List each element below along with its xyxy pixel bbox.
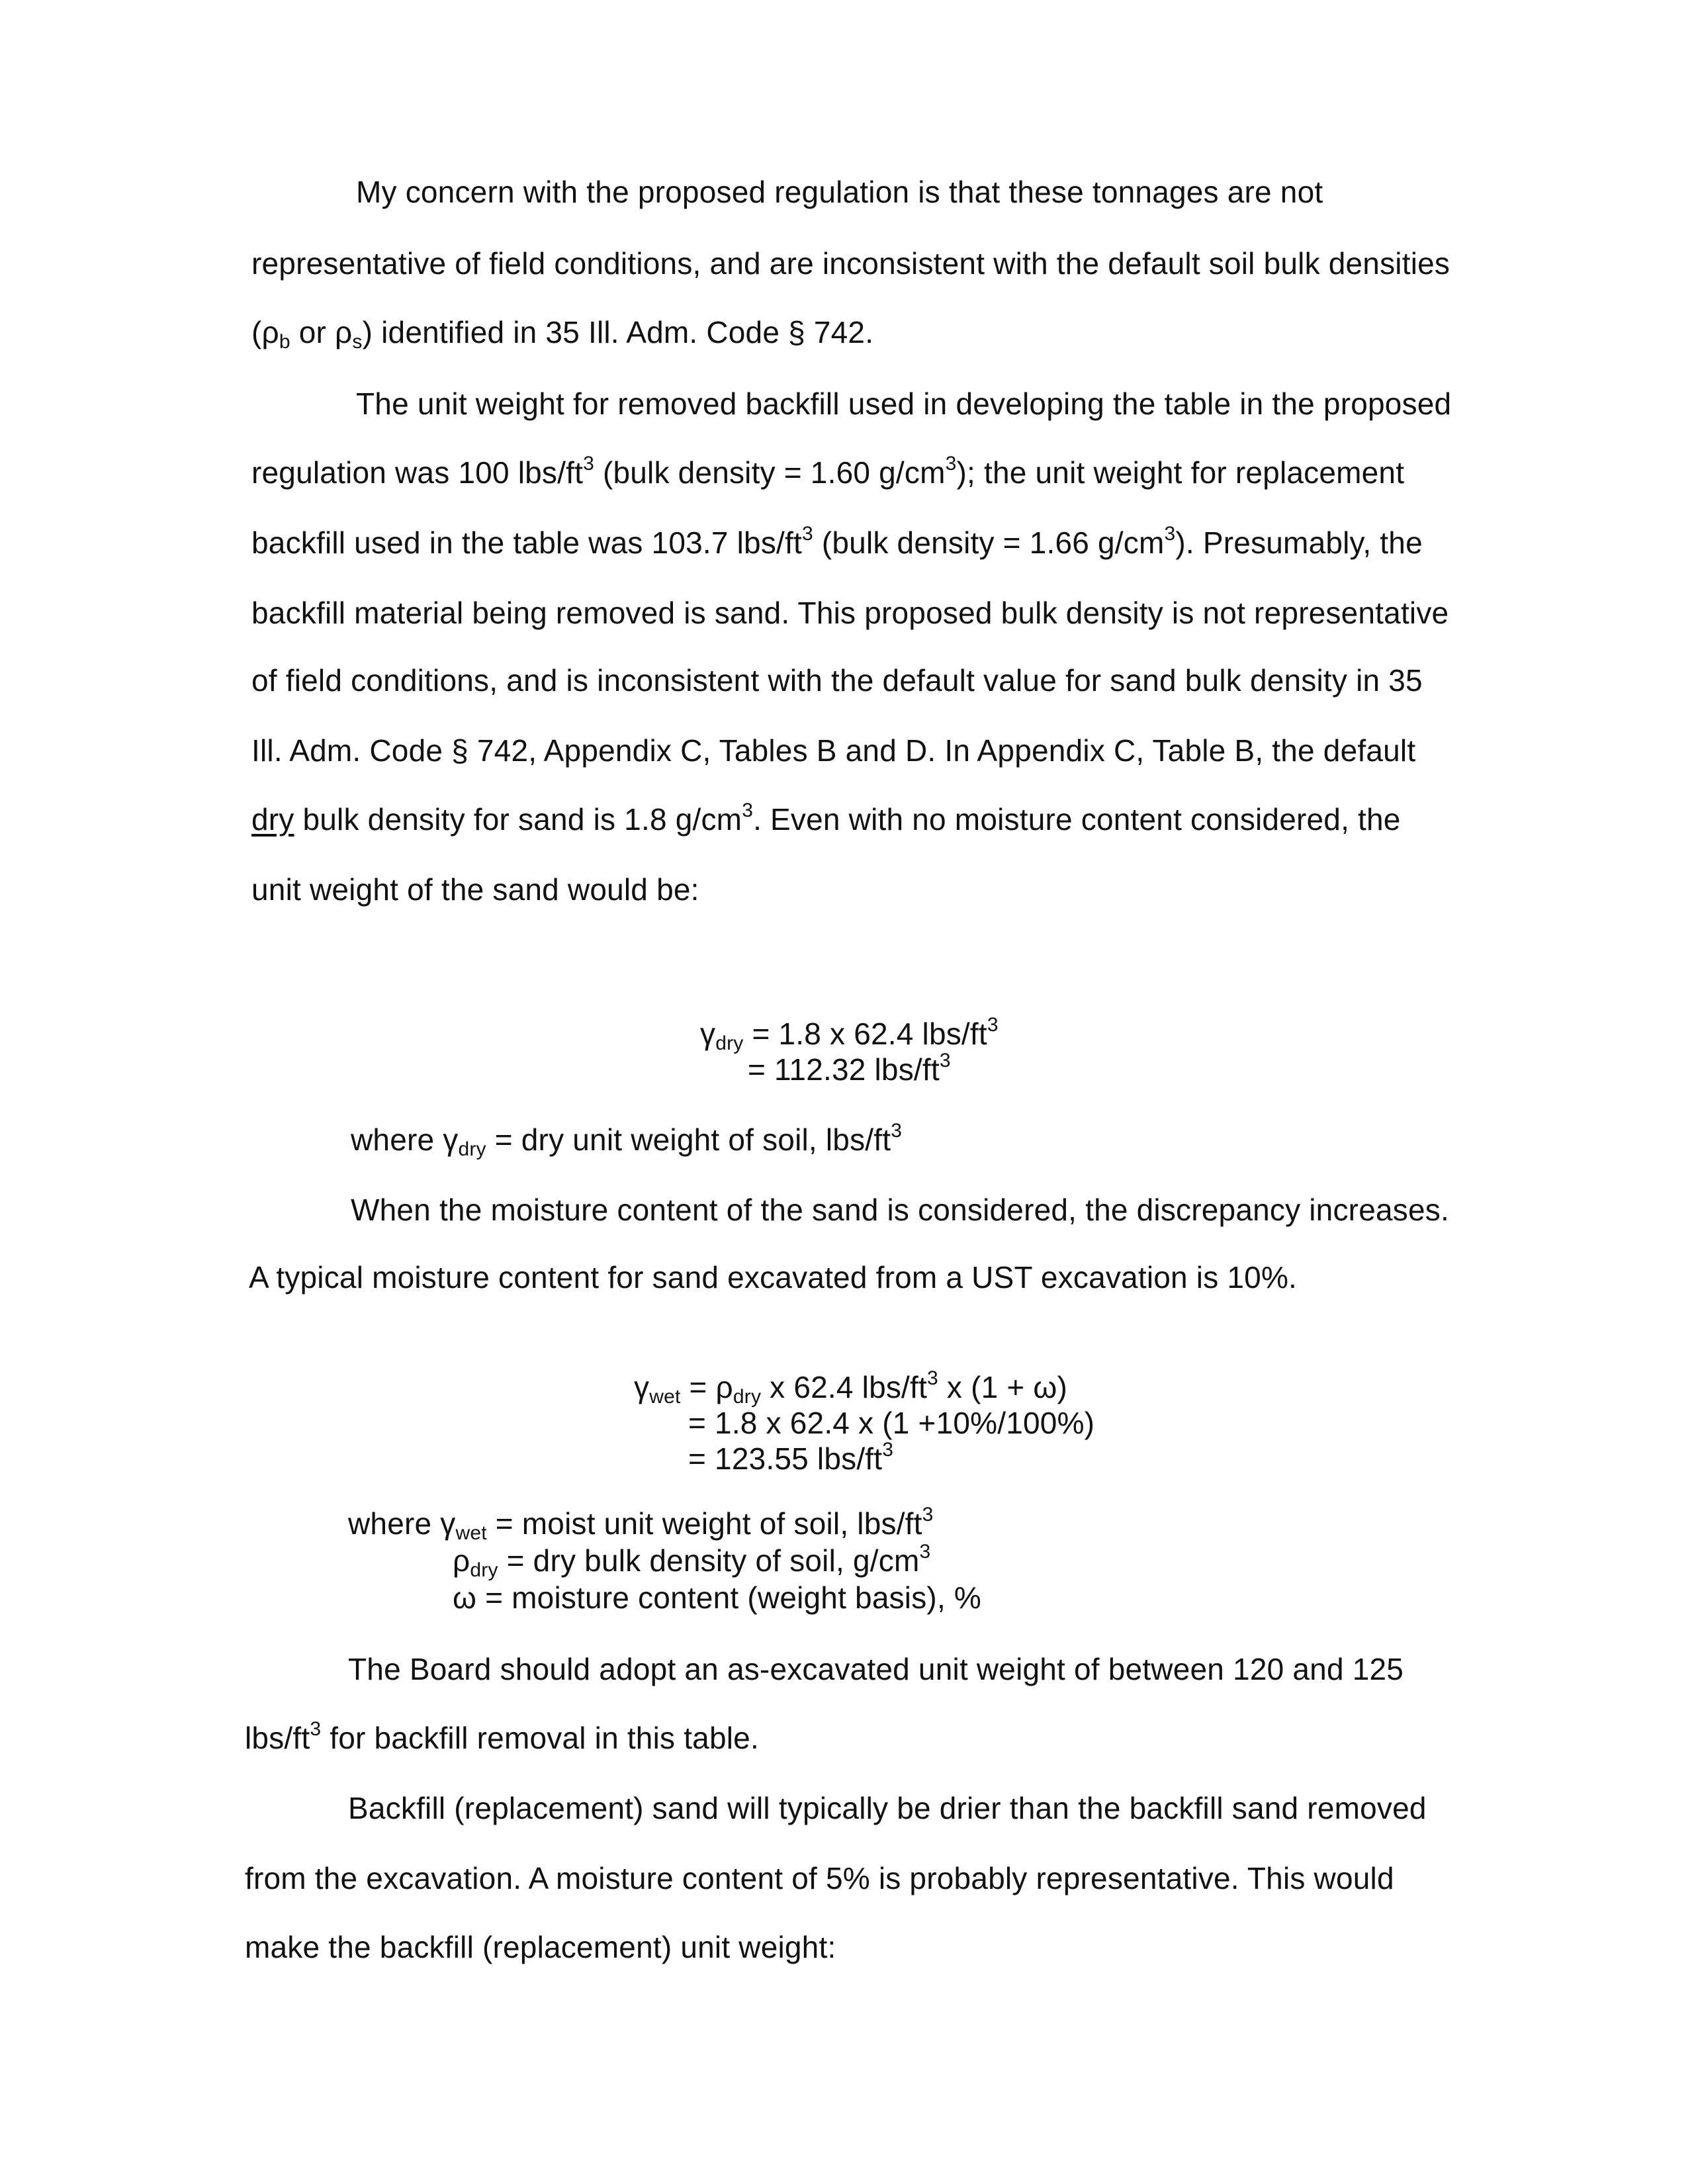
paragraph-3-line-2: A typical moisture content for sand excavated from a UST excavation is 10%. — [249, 1260, 1298, 1295]
equation-1-line-1: $\gamma_{dry} = 1.8$ x 62.4 lbs/$ft^3$ — [700, 1014, 999, 1054]
equation-2-line-1: $\gamma_{wet} = \rho_{dry}$ x 62.4 lbs/$ft^3$ x (1 + ω) — [634, 1367, 1068, 1408]
equation-2-where-3: ω = moisture content (weight basis), % — [453, 1580, 982, 1615]
equation-1-where: where $\gamma_{dry}$ = dry unit weight of soil, lbs/$ft^3$ — [351, 1120, 903, 1160]
paragraph-3-line-1: When the moisture content of the sand is considered, the discrepancy increases. — [351, 1193, 1449, 1227]
paragraph-1-line-1: My concern with the proposed regulation is that these tonnages are not — [356, 175, 1323, 209]
paragraph-2-line-2: regulation was 100 lbs/$ft^3$ (bulk density = 1.60 $g/cm^3$); the unit weight for replacement — [251, 453, 1405, 490]
paragraph-1-line-3: ($\rho_b$ or $\rho_s$) identified in 35 Ill. Adm. Code § 742. — [251, 315, 874, 353]
paragraph-2-line-4: backfill material being removed is sand. This proposed bulk density is not representative — [251, 596, 1449, 630]
paragraph-5-line-1: Backfill (replacement) sand will typically be drier than the backfill sand removed — [348, 1791, 1427, 1825]
equation-1-line-2: = 112.32 lbs/$ft^3$ — [748, 1050, 951, 1087]
paragraph-2-line-5: of field conditions, and is inconsistent with the default value for sand bulk density in 35 — [251, 663, 1423, 698]
paragraph-2-line-8: unit weight of the sand would be: — [251, 872, 699, 907]
paragraph-5-line-2: from the excavation. A moisture content of 5% is probably representative. This would — [245, 1861, 1394, 1895]
paragraph-4-line-2: lbs/$ft^3$ for backfill removal in this table. — [245, 1718, 759, 1755]
paragraph-1-line-2: representative of field conditions, and are inconsistent with the default soil bulk densities — [251, 246, 1450, 281]
paragraph-2-line-6: Ill. Adm. Code § 742, Appendix C, Tables B and D. In Appendix C, Table B, the default — [251, 733, 1416, 768]
equation-2-line-2: = 1.8 x 62.4 x (1 +10%/100%) — [688, 1406, 1095, 1440]
paragraph-5-line-3: make the backfill (replacement) unit weight: — [245, 1930, 836, 1964]
paragraph-2-line-3: backfill used in the table was 103.7 lbs/$ft^3$ (bulk density = 1.66 $g/cm^3$). Presumably, the — [251, 523, 1423, 560]
equation-2-where-2: $\rho_{dry}$ = dry bulk density of soil, $g/cm^3$ — [453, 1541, 931, 1581]
paragraph-2-line-1: The unit weight for removed backfill used in developing the table in the proposed — [356, 387, 1452, 421]
paragraph-4-line-1: The Board should adopt an as-excavated unit weight of between 120 and 125 — [348, 1652, 1404, 1686]
equation-2-where-1: where $\gamma_{wet}$ = moist unit weight of soil, lbs/$ft^3$ — [348, 1504, 934, 1544]
equation-2-line-3: = 123.55 lbs/$ft^3$ — [688, 1439, 894, 1476]
paragraph-2-line-7: dry bulk density for sand is 1.8 $g/cm^3$. Even with no moisture content considered, the — [251, 799, 1401, 837]
